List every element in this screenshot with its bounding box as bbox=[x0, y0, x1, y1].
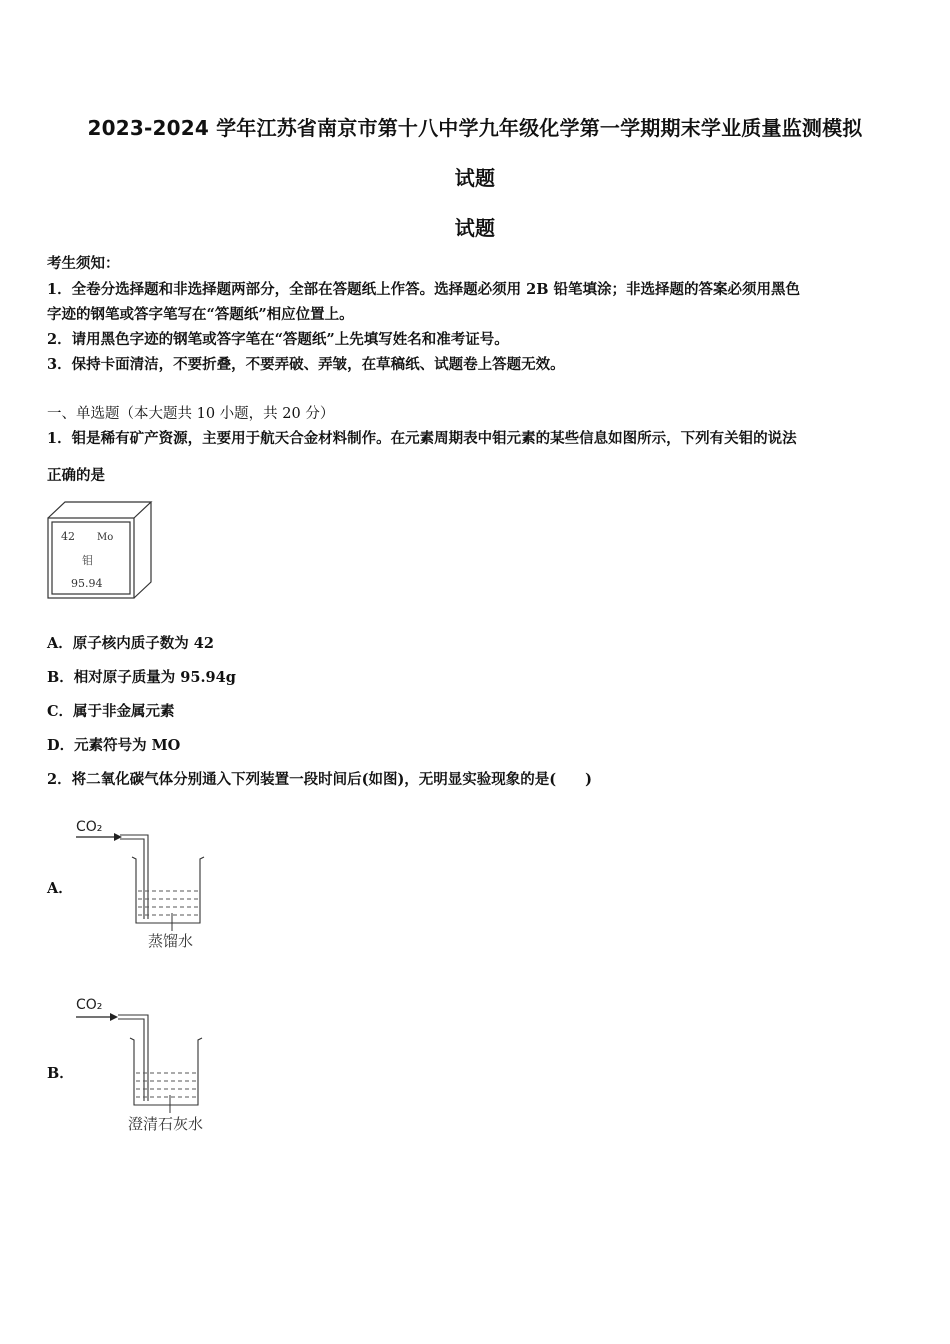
q1-option-a[interactable]: A．原子核内质子数为 42 bbox=[47, 635, 214, 652]
q1-option-c[interactable]: C．属于非金属元素 bbox=[47, 703, 175, 720]
element-tile-figure bbox=[45, 500, 155, 602]
section-heading: 一、单选题（本大题共 10 小题，共 20 分） bbox=[47, 406, 335, 422]
q1-stem-cont: 正确的是 bbox=[47, 467, 105, 484]
element-symbol: Mo bbox=[97, 532, 114, 543]
q2-option-a-letter[interactable]: A． bbox=[47, 880, 73, 897]
notice-item-1b: 字迹的钢笔或答字笔写在“答题纸”相应位置上。 bbox=[47, 306, 354, 323]
q2-stem: 2．将二氧化碳气体分别通入下列装置一段时间后(如图)，无明显实验现象的是( ) bbox=[47, 771, 593, 788]
page-title-line2: 试题 bbox=[454, 166, 496, 190]
q2-option-b-letter[interactable]: B． bbox=[47, 1065, 74, 1082]
element-name: 钼 bbox=[82, 554, 93, 567]
gas-label-a: CO₂ bbox=[76, 819, 103, 835]
notice-heading: 考生须知： bbox=[47, 255, 120, 272]
q1-option-b[interactable]: B．相对原子质量为 95.94g bbox=[47, 669, 236, 686]
page-title: 2023-2024 学年江苏省南京市第十八中学九年级化学第一学期期末学业质量监测模拟 bbox=[87, 116, 863, 140]
notice-item-3: 3．保持卡面清洁，不要折叠，不要弄破、弄皱，在草稿纸、试题卷上答题无效。 bbox=[47, 356, 565, 373]
gas-label-b: CO₂ bbox=[76, 997, 103, 1013]
notice-item-2: 2．请用黑色字迹的钢笔或答字笔在“答题纸”上先填写姓名和准考证号。 bbox=[47, 331, 509, 348]
notice-item-1a: 1．全卷分选择题和非选择题两部分，全部在答题纸上作答。选择题必须用 2B 铅笔填涂；非选择题的答案必须用黑色 bbox=[47, 281, 801, 298]
liquid-label-a: 蒸馏水 bbox=[148, 932, 194, 950]
apparatus-a-figure bbox=[72, 815, 222, 955]
q1-stem: 1．钼是稀有矿产资源，主要用于航天合金材料制作。在元素周期表中钼元素的某些信息如图所示，下列有关钼的说法 bbox=[47, 430, 797, 447]
apparatus-b-figure bbox=[72, 993, 232, 1138]
liquid-label-b: 澄清石灰水 bbox=[128, 1115, 204, 1133]
q1-option-d[interactable]: D．元素符号为 MO bbox=[47, 737, 181, 754]
element-number: 42 bbox=[61, 530, 75, 543]
element-mass: 95.94 bbox=[71, 577, 103, 590]
page-subtitle: 试题 bbox=[454, 216, 496, 240]
